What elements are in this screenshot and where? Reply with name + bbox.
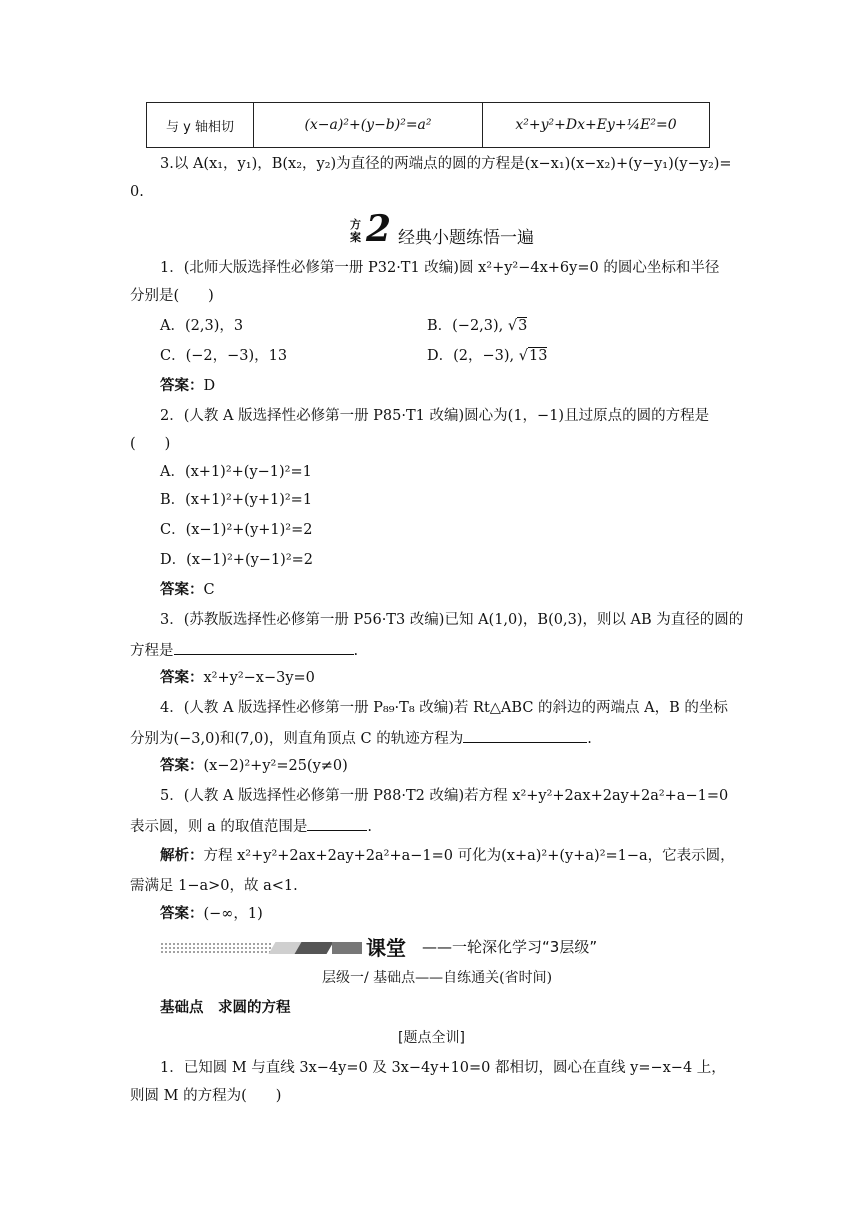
q3-fill-blank: [174, 640, 354, 655]
q4-stem-line1: 4．(人教 A 版选择性必修第一册 P₈₉·T₈ 改编)若 Rt△ABC 的斜边的两端点 A，B 的坐标: [160, 700, 728, 716]
q5-answer-value: (−∞，1): [203, 906, 263, 922]
answer-label: 答案：: [160, 670, 204, 686]
answer-label: 答案：: [160, 378, 204, 394]
q5-answer: [160, 904, 263, 924]
q4-answer: [160, 756, 348, 776]
q5-stem-end: .: [367, 819, 372, 835]
q2-answer: [160, 580, 215, 600]
standard-equation: (x−a)²+(y−b)²=a²: [304, 117, 432, 133]
q4-fill-blank: [463, 728, 587, 743]
q1-option-b-text: B．(−2,3),: [427, 318, 504, 334]
circle-conditions-table: [146, 102, 710, 148]
q2-option-b: B．(x+1)²+(y+1)²=1: [160, 492, 313, 508]
drill-heading: [题点全训]: [398, 1030, 465, 1046]
q1-answer-value: D: [203, 378, 216, 394]
table-cell-standard: [254, 103, 483, 148]
section-title: 经典小题练悟一遍: [398, 228, 534, 248]
banner-bar: [332, 942, 362, 954]
q3-answer: [160, 668, 315, 688]
condition-text: 与 y 轴相切: [166, 119, 234, 135]
p1-stem-line1: 1．已知圆 M 与直线 3x−4y=0 及 3x−4y+10=0 都相切，圆心在直线 y=−x−4 上，: [160, 1060, 726, 1076]
q2-stem-line2: ( ): [130, 436, 171, 452]
q2-answer-value: C: [203, 582, 215, 598]
q2-option-a: A．(x+1)²+(y−1)²=1: [160, 464, 312, 480]
q2-stem-line1: 2．(人教 A 版选择性必修第一册 P85·T1 改编)圆心为(1，−1)且过原点的圆的方程是: [160, 408, 710, 424]
banner-dots-decoration: [160, 942, 272, 954]
p1-stem-line2: 则圆 M 的方程为( ): [130, 1088, 282, 1104]
table-cell-general: [483, 103, 710, 148]
q5-analysis-line2: 需满足 1−a>0，故 a<1.: [130, 878, 298, 894]
topic-title: 求圆的方程: [218, 1000, 291, 1016]
banner-subtitle: ——一轮深化学习“3层级”: [422, 938, 598, 956]
q3-stem-line1: 3．(苏教版选择性必修第一册 P56·T3 改编)已知 A(1,0)，B(0,3)，则以 AB 为直径的圆的: [160, 612, 744, 628]
q1-option-d-text: D．(2，−3),: [427, 348, 515, 364]
banner-word: 课堂: [366, 936, 406, 960]
answer-label: 答案：: [160, 758, 204, 774]
q5-fill-blank: [307, 816, 367, 831]
topic-label: 基础点: [160, 1000, 204, 1016]
q1-option-a: A．(2,3)，3: [160, 318, 244, 334]
answer-label: 答案：: [160, 582, 204, 598]
q1-answer: [160, 376, 215, 396]
table-row: [147, 103, 710, 148]
q1-option-b-radicand: 3: [518, 318, 528, 334]
q5-analysis-text: 方程 x²+y²+2ax+2ay+2a²+a−1=0 可化为(x+a)²+(y+a)²=1−a，它表示圆，: [203, 848, 735, 864]
q2-option-c: C．(x−1)²+(y+1)²=2: [160, 522, 313, 538]
q3-stem-line2: [130, 640, 358, 661]
q1-stem-line2: 分别是( ): [130, 288, 214, 304]
q1-option-d-radicand: 13: [529, 348, 548, 364]
q4-stem-text: 分别为(−3,0)和(7,0)，则直角顶点 C 的轨迹方程为: [130, 731, 464, 747]
q1-option-c: C．(−2，−3)，13: [160, 348, 288, 364]
answer-label: 答案：: [160, 906, 204, 922]
topic-heading: [160, 998, 291, 1018]
section-number: 2: [366, 208, 392, 250]
banner-slant-dark: [295, 942, 334, 954]
classroom-banner: [160, 934, 700, 964]
q5-stem-line2: [130, 816, 372, 837]
q5-stem-line1: 5．(人教 A 版选择性必修第一册 P88·T2 改编)若方程 x²+y²+2ax+2ay+2a²+a−1=0: [160, 788, 729, 804]
fact3-line2: 0.: [130, 184, 144, 200]
q4-stem-line2: [130, 728, 592, 749]
table-cell-condition: [147, 103, 254, 148]
q1-option-b: B．(−2,3), √3: [427, 318, 528, 334]
q2-option-d: D．(x−1)²+(y−1)²=2: [160, 552, 314, 568]
q1-option-d: D．(2，−3), √13: [427, 348, 548, 364]
q3-stem-text: 方程是: [130, 643, 174, 659]
q4-stem-end: .: [587, 731, 592, 747]
analysis-label: 解析：: [160, 848, 204, 864]
q3-stem-end: .: [353, 643, 359, 659]
q3-answer-value: x²+y²−x−3y=0: [203, 670, 315, 686]
q1-stem-line1: 1．(北师大版选择性必修第一册 P32·T1 改编)圆 x²+y²−4x+6y=0 的圆心坐标和半径: [160, 260, 720, 276]
general-equation: x²+y²+Dx+Ey+¼E²=0: [515, 117, 677, 133]
q5-stem-text: 表示圆，则 a 的取值范围是: [130, 819, 308, 835]
section-small-label: 方案: [350, 218, 361, 244]
q4-answer-value: (x−2)²+y²=25(y≠0): [203, 758, 348, 774]
level-heading: 层级一/ 基础点——自练通关(省时间): [322, 970, 553, 986]
fact3-line1: 3.以 A(x₁，y₁)，B(x₂，y₂)为直径的两端点的圆的方程是(x−x₁)(x−x₂)+(y−y₁)(y−y₂)=: [160, 156, 732, 172]
q5-analysis-line1: [160, 846, 735, 866]
